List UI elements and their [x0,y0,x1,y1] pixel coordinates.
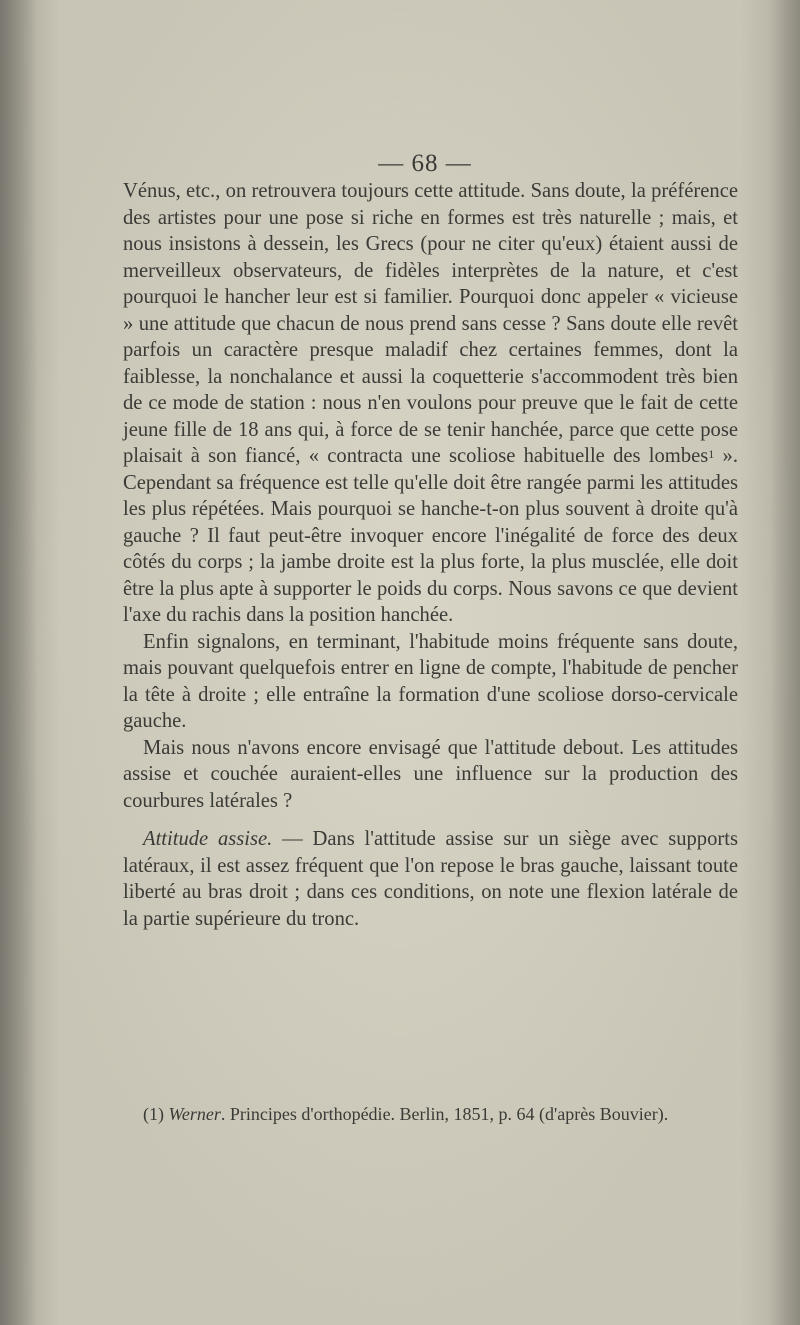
page-left-shadow [0,0,38,1325]
section-heading: Attitude assise. [143,828,273,850]
paragraph-4 [123,826,738,932]
page-number: — 68 — [378,150,472,177]
footnote [123,1103,738,1126]
paragraph-4-text: — Dans l'attitude assise sur un siège avec supports latéraux, il est assez fréquent que l'on repose le bras gauche, laissant toute liberté au bras droit ; dans ces conditions, on note une flexion latérale de la partie supérieure du tronc. [123,828,738,930]
footnote-author: Werner [168,1104,221,1124]
page-right-shadow [770,0,800,1325]
paragraph-2: Enfin signalons, en terminant, l'habitude moins fréquente sans doute, mais pouvant quelquefois entrer en ligne de compte, l'habitude de pencher la tête à droite ; elle entraîne la formation d'une scoliose dorso-cervicale gauche. [123,630,738,732]
footnote-reference[interactable]: 1 [708,447,715,461]
footnote-text: . Principes d'orthopédie. Berlin, 1851, p. 64 (d'après Bouvier). [220,1104,669,1124]
paragraph-3: Mais nous n'avons encore envisagé que l'attitude debout. Les attitudes assise et couchée auraient-elles une influence sur la production des courbures latérales ? [123,736,738,812]
footnote-marker: (1) [143,1104,164,1124]
paragraph-1 [123,178,738,629]
body-text [123,178,738,932]
paragraph-1-text: Vénus, etc., on retrouvera toujours cette attitude. Sans doute, la préférence des artistes pour une pose si riche en formes est très naturelle ; mais, et nous insistons à dessein, les Grecs (pour ne citer qu'eux) étaient aussi de merveilleux observateurs, de fidèles interprètes de la nature, et c'est pourquoi le hancher leur est si familier. Pourquoi donc appeler « vicieuse » une attitude que chacun de nous prend sans cesse ? Sans doute elle revêt parfois un caractère presque maladif chez certaines femmes, dont la faiblesse, la nonchalance et aussi la coquetterie s'accommodent très bien de ce mode de station : nous n'en voulons pour preuve que le fait de cette jeune fille de 18 ans qui, à force de se tenir hanchée, parce que cette pose plaisait à son fiancé, « contracta une scoliose habituelle des lombes [123,180,738,467]
paragraph-1-text-after: ». Cependant sa fréquence est telle qu'elle doit être rangée parmi les attitudes les plus répétées. Mais pourquoi se hanche-t-on plus souvent à droite qu'à gauche ? Il faut peut-être invoquer encore l'inégalité de force des deux côtés du corps ; la jambe droite est la plus forte, la plus musclée, elle doit être la plus apte à supporter le poids du corps. Nous savons ce que devient l'axe du rachis dans la position hanchée. [123,445,738,626]
